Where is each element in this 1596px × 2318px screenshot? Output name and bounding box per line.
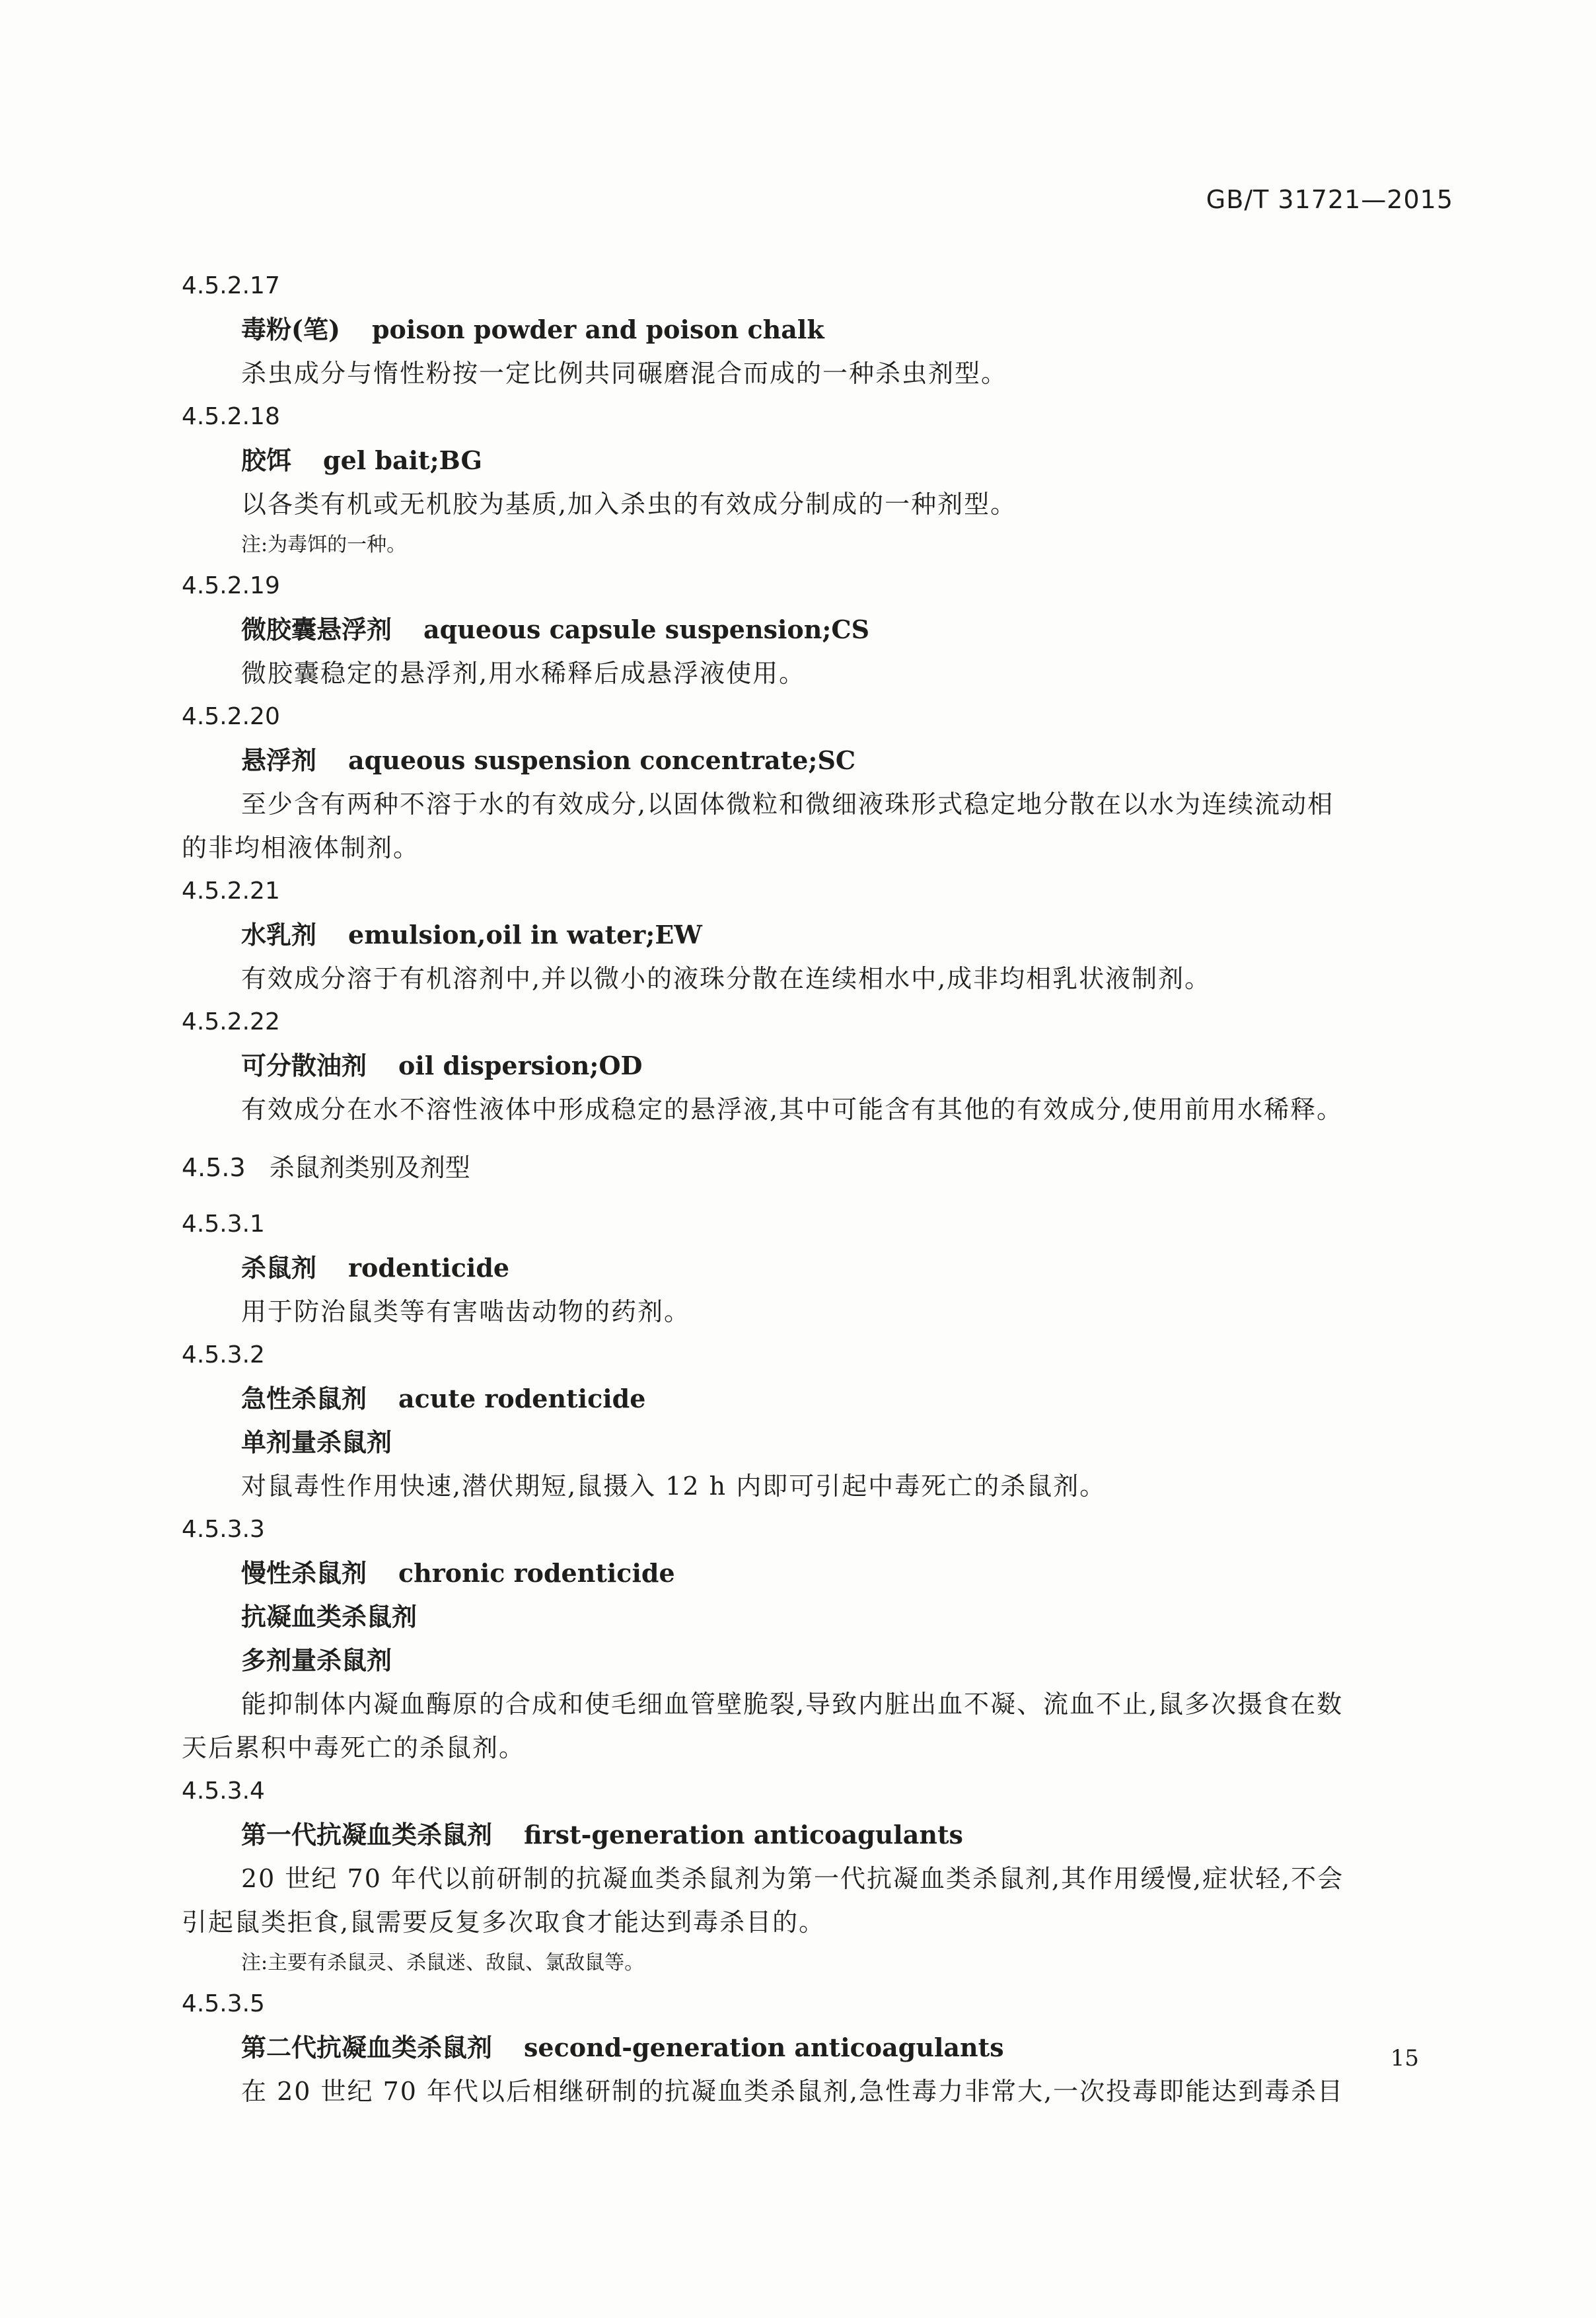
term-cn: 第二代抗凝血类杀鼠剂 (241, 2033, 493, 2062)
term-cn: 急性杀鼠剂 (241, 1384, 367, 1413)
clause-number: 4.5.3.1 (182, 1211, 265, 1238)
term-en: gel bait;BG (323, 445, 482, 475)
term-cn: 微胶囊悬浮剂 (241, 615, 392, 644)
definition: 能抑制体内凝血酶原的合成和使毛细血管壁脆裂,导致内脏出血不凝、流血不止,鼠多次摄食在数 (241, 1690, 1344, 1719)
definition: 杀虫成分与惰性粉按一定比例共同碾磨混合而成的一种杀虫剂型。 (241, 359, 1008, 388)
term-heading (241, 739, 1457, 782)
term-en: rodenticide (348, 1253, 510, 1283)
term-cn: 慢性杀鼠剂 (241, 1558, 367, 1588)
clause-number: 4.5.3.5 (182, 1990, 265, 2017)
definition: 对鼠毒性作用快速,潜伏期短,鼠摄入 12 h 内即可引起中毒死亡的杀鼠剂。 (241, 1472, 1106, 1501)
definition-continued: 天后累积中毒死亡的杀鼠剂。 (182, 1733, 526, 1762)
note: 注:为毒饵的一种。 (241, 533, 407, 556)
term-synonym: 单剂量杀鼠剂 (241, 1427, 392, 1457)
term-heading (241, 1552, 1457, 1595)
definition: 至少含有两种不溶于水的有效成分,以固体微粒和微细液珠形式稳定地分散在以水为连续流动相 (241, 790, 1334, 819)
definition: 在 20 世纪 70 年代以后相继研制的抗凝血类杀鼠剂,急性毒力非常大,一次投毒即能达到毒杀目 (241, 2077, 1344, 2106)
clause-number: 4.5.2.21 (182, 878, 280, 905)
definition: 用于防治鼠类等有害啮齿动物的药剂。 (241, 1297, 691, 1326)
term-heading (241, 913, 1457, 957)
term-synonym: 多剂量杀鼠剂 (241, 1645, 392, 1675)
page-number: 15 (1390, 2045, 1419, 2072)
term-synonym: 抗凝血类杀鼠剂 (241, 1602, 417, 1631)
term-cn: 第一代抗凝血类杀鼠剂 (241, 1820, 493, 1850)
definition: 20 世纪 70 年代以前研制的抗凝血类杀鼠剂为第一代抗凝血类杀鼠剂,其作用缓慢,症状轻,不会 (241, 1864, 1344, 1893)
term-heading (241, 439, 1457, 482)
term-heading (241, 1377, 1457, 1421)
term-en: aqueous capsule suspension;CS (423, 615, 870, 644)
term-en: first-generation anticoagulants (524, 1820, 963, 1850)
note: 注:主要有杀鼠灵、杀鼠迷、敌鼠、氯敌鼠等。 (241, 1951, 645, 1974)
definition-continued: 引起鼠类拒食,鼠需要反复多次取食才能达到毒杀目的。 (182, 1908, 826, 1937)
clause-number: 4.5.2.22 (182, 1008, 280, 1035)
section-title: 杀鼠剂类别及剂型 (269, 1153, 470, 1182)
term-en: acute rodenticide (398, 1384, 646, 1413)
term-en: chronic rodenticide (398, 1558, 675, 1588)
definition: 有效成分在水不溶性液体中形成稳定的悬浮液,其中可能含有其他的有效成分,使用前用水稀释。 (241, 1095, 1344, 1124)
term-en: emulsion,oil in water;EW (348, 920, 702, 950)
definition: 有效成分溶于有机溶剂中,并以微小的液珠分散在连续相水中,成非均相乳状液制剂。 (241, 964, 1212, 993)
term-cn: 胶饵 (241, 445, 292, 475)
clause-number: 4.5.3.3 (182, 1516, 265, 1543)
term-en: second-generation anticoagulants (524, 2033, 1004, 2062)
term-en: poison powder and poison chalk (371, 315, 824, 344)
definition: 微胶囊稳定的悬浮剂,用水稀释后成悬浮液使用。 (241, 659, 806, 688)
term-heading (241, 2026, 1457, 2070)
clause-number: 4.5.2.17 (182, 272, 280, 299)
term-heading (241, 1044, 1457, 1088)
standard-code: GB/T 31721—2015 (1206, 185, 1453, 214)
term-heading (241, 1246, 1457, 1290)
clause-number: 4.5.2.19 (182, 572, 280, 599)
term-heading (241, 1813, 1457, 1857)
term-cn: 可分散油剂 (241, 1051, 367, 1080)
term-heading (241, 608, 1457, 652)
term-en: oil dispersion;OD (398, 1051, 643, 1080)
term-cn: 杀鼠剂 (241, 1253, 317, 1283)
document-body (182, 264, 1457, 2113)
definition: 以各类有机或无机胶为基质,加入杀虫的有效成分制成的一种剂型。 (241, 490, 1017, 519)
section-heading (182, 1146, 1457, 1189)
clause-number: 4.5.2.18 (182, 403, 280, 430)
clause-number: 4.5.2.20 (182, 703, 280, 730)
clause-number: 4.5.3.4 (182, 1777, 265, 1805)
term-cn: 毒粉(笔) (241, 315, 340, 344)
term-cn: 悬浮剂 (241, 745, 317, 775)
term-cn: 水乳剂 (241, 920, 317, 950)
section-number: 4.5.3 (182, 1153, 246, 1182)
definition-continued: 的非均相液体制剂。 (182, 833, 420, 862)
term-heading (241, 308, 1457, 352)
term-en: aqueous suspension concentrate;SC (348, 745, 856, 775)
clause-number: 4.5.3.2 (182, 1341, 265, 1368)
